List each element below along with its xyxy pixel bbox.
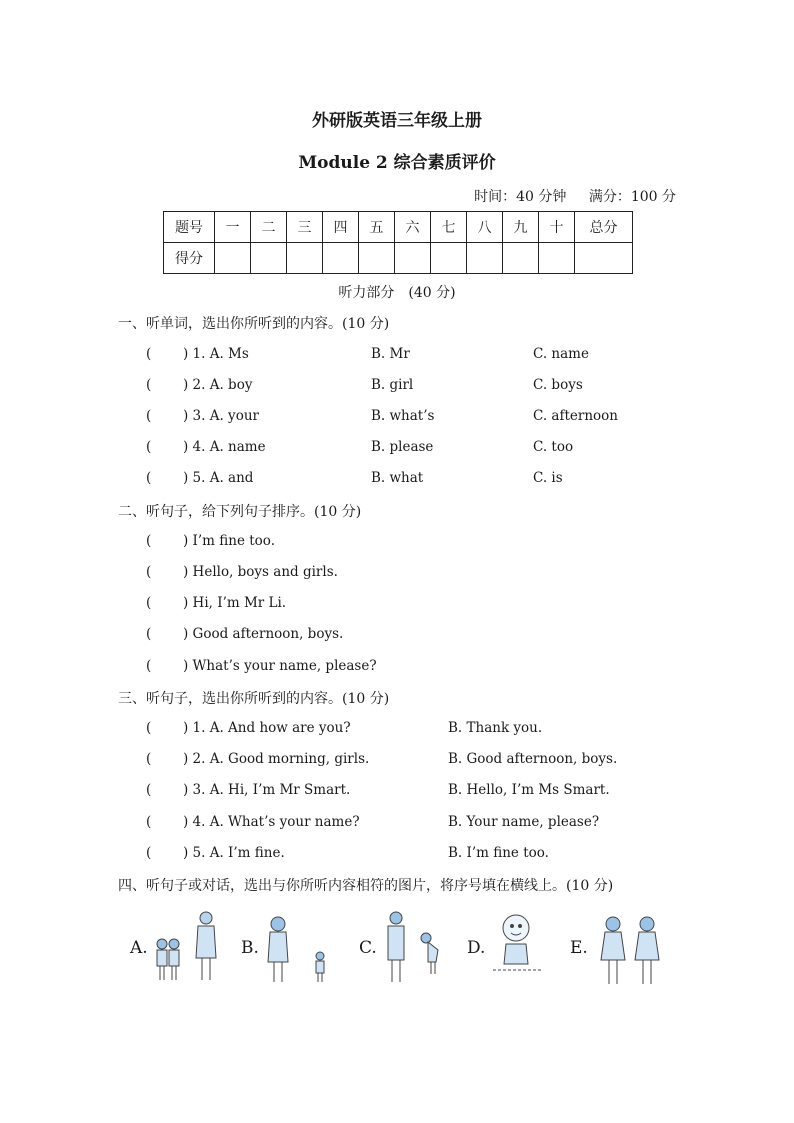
part2-heading: 二、听句子，给下列句子排序。(10 分) [118,504,362,520]
page-subtitle: Module 2 综合素质评价 [298,153,496,173]
score-table-row1-label: 题号 [164,212,215,243]
option-c: C. afternoon [533,408,618,424]
score-col-1: 一 [215,212,251,243]
answer-blank[interactable]: ( [146,533,152,549]
option-a: ) 2. A. boy [183,377,253,393]
score-table-header-row [164,212,633,243]
option-a: ) 2. A. Good morning, girls. [183,751,370,767]
picture-d-girl-waving [488,910,548,980]
answer-blank[interactable]: ( [146,346,152,362]
answer-blank[interactable]: ( [146,814,152,830]
answer-blank[interactable]: ( [146,845,152,861]
option-b: B. Hello, I’m Ms Smart. [448,782,610,798]
score-col-3: 三 [287,212,323,243]
score-col-9: 九 [503,212,539,243]
picture-c-man-and-bowing-boy [378,908,448,988]
score-cell[interactable] [215,243,251,274]
option-b: B. I’m fine too. [448,845,549,861]
sentence: ) I’m fine too. [183,533,275,549]
option-a: ) 5. A. and [183,470,254,486]
answer-blank[interactable]: ( [146,720,152,736]
sentence: ) Hi, I’m Mr Li. [183,595,287,611]
option-b: B. what’s [371,408,435,424]
answer-blank[interactable]: ( [146,782,152,798]
option-b: B. Thank you. [448,720,543,736]
time-limit: 时间：40 分钟 [474,189,567,205]
score-cell[interactable] [251,243,287,274]
score-cell[interactable] [503,243,539,274]
picture-b-woman-and-boy [260,910,335,988]
exam-meta [474,186,676,206]
option-a: ) 4. A. What’s your name? [183,814,360,830]
picture-label-b: B. [241,938,259,958]
option-b: B. Your name, please? [448,814,600,830]
score-cell[interactable] [575,243,633,274]
picture-label-a: A. [130,938,148,958]
answer-blank[interactable]: ( [146,377,152,393]
option-b: B. Good afternoon, boys. [448,751,618,767]
full-score: 满分：100 分 [588,189,676,205]
score-col-5: 五 [359,212,395,243]
score-table [163,211,633,274]
option-a: ) 3. A. your [183,408,259,424]
option-c: C. is [533,470,563,486]
picture-e-two-girls [595,910,670,990]
page-title: 外研版英语三年级上册 [312,111,482,131]
option-a: ) 1. A. And how are you? [183,720,351,736]
answer-blank[interactable]: ( [146,751,152,767]
score-table-score-row [164,243,633,274]
part1-heading: 一、听单词，选出你所听到的内容。(10 分) [118,316,390,332]
answer-blank[interactable]: ( [146,626,152,642]
option-a: ) 4. A. name [183,439,266,455]
picture-label-d: D. [467,938,486,958]
score-cell[interactable] [287,243,323,274]
score-col-10: 十 [539,212,575,243]
option-a: ) 5. A. I’m fine. [183,845,285,861]
option-c: C. name [533,346,589,362]
answer-blank[interactable]: ( [146,439,152,455]
option-b: B. please [371,439,434,455]
sentence: ) What’s your name, please? [183,658,377,674]
picture-label-e: E. [570,938,588,958]
answer-blank[interactable]: ( [146,564,152,580]
score-cell[interactable] [323,243,359,274]
score-col-4: 四 [323,212,359,243]
listening-heading: 听力部分 (40 分) [338,285,456,301]
score-cell[interactable] [359,243,395,274]
option-b: B. girl [371,377,414,393]
score-cell[interactable] [539,243,575,274]
score-cell[interactable] [467,243,503,274]
answer-blank[interactable]: ( [146,408,152,424]
answer-blank[interactable]: ( [146,595,152,611]
option-a: ) 1. A. Ms [183,346,249,362]
score-col-6: 六 [395,212,431,243]
score-col-8: 八 [467,212,503,243]
option-c: C. boys [533,377,583,393]
score-cell[interactable] [395,243,431,274]
answer-blank[interactable]: ( [146,658,152,674]
part4-heading: 四、听句子或对话，选出与你所听内容相符的图片，将序号填在横线上。(10 分) [118,878,614,894]
score-col-2: 二 [251,212,287,243]
score-table-row2-label: 得分 [164,243,215,274]
picture-label-c: C. [359,938,377,958]
sentence: ) Hello, boys and girls. [183,564,338,580]
picture-a-children-with-teacher [150,908,230,988]
option-b: B. what [371,470,424,486]
sentence: ) Good afternoon, boys. [183,626,344,642]
score-col-7: 七 [431,212,467,243]
answer-blank[interactable]: ( [146,470,152,486]
option-b: B. Mr [371,346,410,362]
option-a: ) 3. A. Hi, I’m Mr Smart. [183,782,351,798]
part3-heading: 三、听句子，选出你所听到的内容。(10 分) [118,691,390,707]
option-c: C. too [533,439,574,455]
score-cell[interactable] [431,243,467,274]
score-col-total: 总分 [575,212,633,243]
